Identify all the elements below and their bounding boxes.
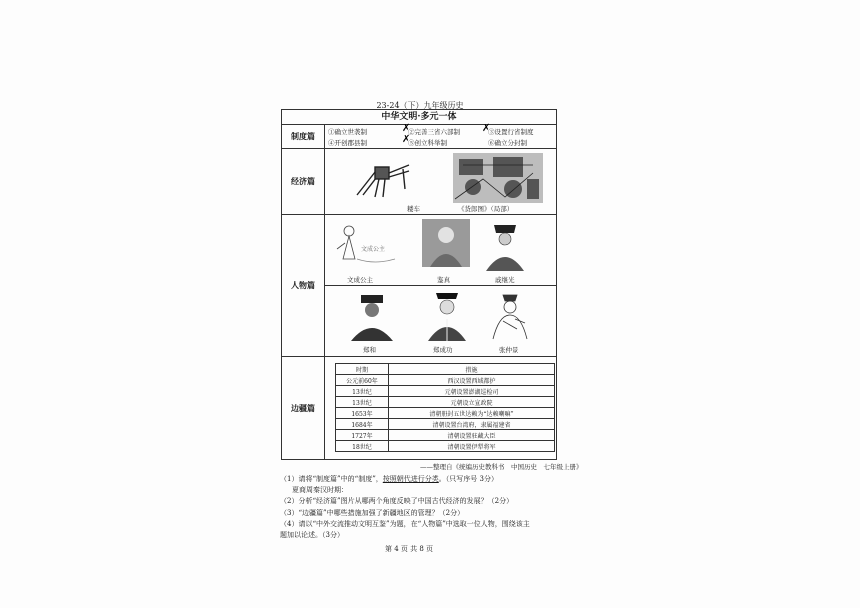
period-cell: 公元前60年 xyxy=(336,375,389,386)
label-bianjiang: 边疆篇 xyxy=(282,357,325,459)
table-row xyxy=(336,397,555,408)
zheng-chenggong-portrait xyxy=(422,289,472,341)
material-table xyxy=(281,109,557,460)
question-4: （4）请以“中外交流推动文明互鉴”为题，在“人物篇”中选取一位人物，围绕该主 xyxy=(280,520,530,528)
period-cell: 1684年 xyxy=(336,419,389,430)
zhidu-item-1: ①确立世袭制 xyxy=(328,128,367,136)
peddler-painting-image xyxy=(453,153,543,203)
table-row xyxy=(336,419,555,430)
measure-cell: 西汉设置西域都护 xyxy=(389,375,555,386)
period-cell: 1653年 xyxy=(336,408,389,419)
label-jingji: 经济篇 xyxy=(282,149,325,214)
jianzhen-portrait xyxy=(422,219,470,267)
table-row xyxy=(336,430,555,441)
zhidu-item-2: ②完善三省六部制 xyxy=(408,128,460,136)
label-renwu: 人物篇 xyxy=(282,215,325,356)
zheng-he-portrait xyxy=(347,289,397,341)
caption-jianzhen: 鉴真 xyxy=(437,276,450,284)
period-cell: 13世纪 xyxy=(336,397,389,408)
question-1-underlined: 按照朝代进行分类 xyxy=(382,475,439,483)
caption-zhang-zhongjing: 张仲景 xyxy=(499,346,519,354)
portrait-inscription: 文成公主 xyxy=(361,246,386,253)
table-row xyxy=(336,408,555,419)
source-citation: ——整理自《统编历史教科书 中国历史 七年级上册》 xyxy=(420,463,583,471)
question-1-tail: 。（只写序号 3分） xyxy=(438,475,498,483)
page-number: 第 4 页 共 8 页 xyxy=(385,545,434,553)
row-bianjiang xyxy=(282,357,556,459)
row-jingji xyxy=(282,149,556,215)
frontier-table xyxy=(335,363,555,452)
caption-seed-drill: 耧车 xyxy=(407,205,420,213)
period-cell: 18世纪 xyxy=(336,441,389,452)
question-2: （2）分析“经济篇”图片从哪两个角度反映了中国古代经济的发展？（2分） xyxy=(280,497,514,505)
qi-jiguang-portrait xyxy=(480,219,530,271)
label-zhidu: 制度篇 xyxy=(282,124,325,148)
table-row xyxy=(336,375,555,386)
zhang-zhongjing-portrait xyxy=(485,289,535,341)
zhidu-item-5: ⑤创立科举制 xyxy=(408,139,447,147)
period-cell: 13世纪 xyxy=(336,386,389,397)
question-1-prompt: 夏商周秦汉时期： xyxy=(292,486,348,494)
measure-cell: 清朝设置台湾府，隶属福建省 xyxy=(389,419,555,430)
header-measure: 措施 xyxy=(389,364,555,375)
caption-zheng-he: 郑和 xyxy=(363,346,376,354)
measure-cell: 清朝设置伊犁将军 xyxy=(389,441,555,452)
seed-drill-image xyxy=(353,159,413,199)
measure-cell: 清朝册封五世达赖为“达赖喇嘛” xyxy=(389,408,555,419)
caption-wencheng: 文成公主 xyxy=(347,276,373,284)
caption-qi-jiguang: 戚继光 xyxy=(495,276,515,284)
measure-cell: 清朝设置驻藏大臣 xyxy=(389,430,555,441)
table-row xyxy=(336,386,555,397)
table-title: 中华文明·多元一体 xyxy=(282,110,556,125)
question-1 xyxy=(280,474,498,484)
page-header: 23-24（下）九年级历史 xyxy=(376,101,464,110)
measure-cell: 元朝设立宣政院 xyxy=(389,397,555,408)
cross-mark-icon: ✗ xyxy=(482,123,491,134)
princess-wencheng-portrait xyxy=(331,219,401,274)
cross-mark-icon: ✗ xyxy=(402,123,411,134)
caption-peddler-painting: 《货郎图》（局部） xyxy=(458,205,514,213)
header-period: 时期 xyxy=(336,364,389,375)
table-row xyxy=(336,441,555,452)
row-zhidu xyxy=(282,124,556,149)
question-3: （3）“边疆篇”中哪些措施加强了新疆地区的管理？（2分） xyxy=(280,509,465,517)
question-4-cont: 题加以论述。（3分） xyxy=(280,531,344,539)
period-cell: 1727年 xyxy=(336,430,389,441)
zhidu-item-6: ⑥确立分封制 xyxy=(488,139,527,147)
renwu-divider xyxy=(325,285,556,286)
measure-cell: 元朝设置澎湖巡检司 xyxy=(389,386,555,397)
frontier-table-header xyxy=(336,364,555,375)
cross-mark-icon: ✗ xyxy=(402,134,411,145)
zhidu-item-3: ③设置行省制度 xyxy=(488,128,534,136)
question-1-text: （1）请将“制度篇”中的“制度”， xyxy=(280,475,383,483)
zhidu-item-4: ④开创郡县制 xyxy=(328,139,367,147)
caption-zheng-chenggong: 郑成功 xyxy=(433,346,453,354)
row-renwu xyxy=(282,215,556,357)
